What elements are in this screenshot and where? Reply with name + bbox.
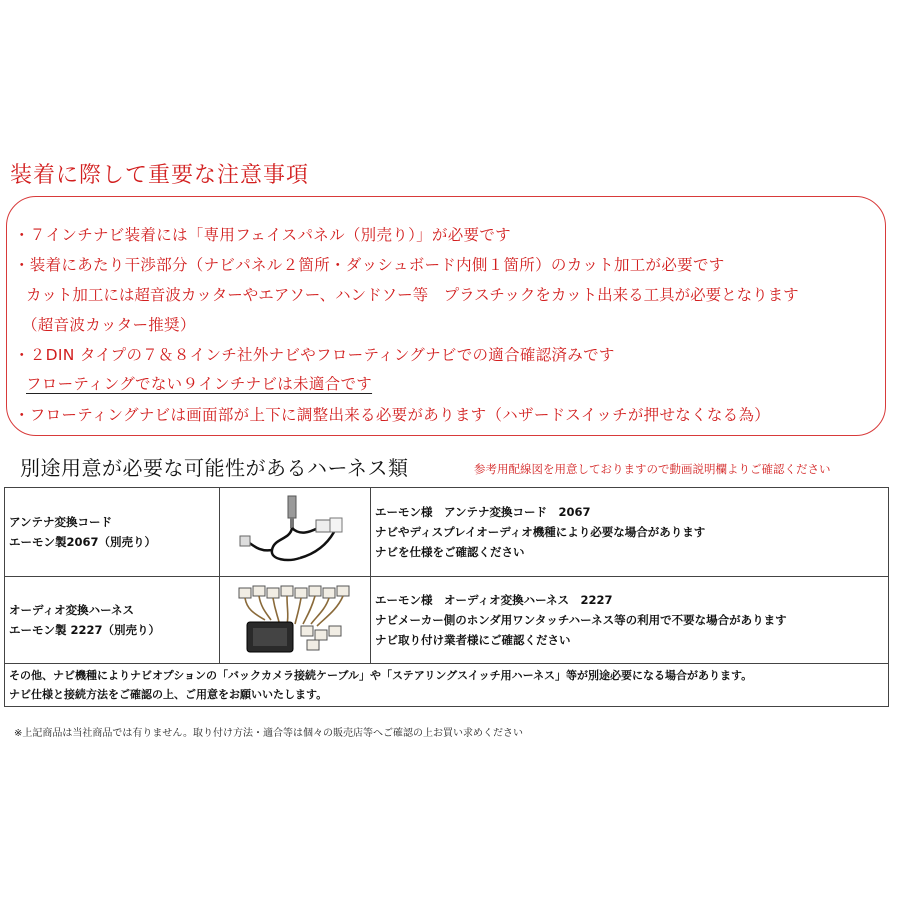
notice-line-2: ・装着にあたり干渉部分（ナビパネル２箇所・ダッシュボード内側１箇所）のカット加工が必要です — [14, 256, 725, 274]
notice-line-7: ・フローティングナビは画面部が上下に調整出来る必要があります（ハザードスイッチが押せなくなる為） — [14, 406, 771, 424]
item-desc-line: エーモン様 アンテナ変換コード 2067 — [375, 505, 591, 519]
footnote: ※上記商品は当社商品では有りません。取り付け方法・適合等は個々の販売店等へご確認の上お買い求めください — [14, 728, 523, 739]
antenna-cord-image — [230, 492, 360, 572]
item-name-line: エーモン製 2227（別売り） — [9, 623, 161, 637]
table-row — [5, 664, 889, 707]
other-notes-cell — [5, 664, 889, 707]
notice-line-6: フローティングでない９インチナビは未適合です — [26, 375, 373, 393]
item-image-cell — [220, 577, 371, 664]
harness-note: 参考用配線図を用意しておりますので動画説明欄よりご確認ください — [474, 462, 831, 476]
table-row — [5, 577, 889, 664]
item-desc-line: ナビメーカー側のホンダ用ワンタッチハーネス等の利用で不要な場合があります — [375, 613, 787, 627]
item-desc-line: ナビやディスプレイオーディオ機種により必要な場合があります — [375, 525, 706, 539]
item-name-cell — [5, 577, 220, 664]
harness-heading: 別途用意が必要な可能性があるハーネス類 — [20, 456, 409, 480]
item-name-cell — [5, 488, 220, 577]
item-name-line: オーディオ変換ハーネス — [9, 603, 135, 617]
other-note-line: その他、ナビ機種によりナビオプションの「バックカメラ接続ケーブル」や「ステアリングスイッチ用ハーネス」等が別途必要になる場合があります。 — [9, 669, 753, 682]
notice-title: 装着に際して重要な注意事項 — [10, 163, 310, 188]
item-desc-cell — [371, 488, 889, 577]
other-note-line: ナビ仕様と接続方法をご確認の上、ご用意をお願いいたします。 — [9, 688, 328, 701]
notice-line-3: カット加工には超音波カッターやエアソー、ハンドソー等 プラスチックをカット出来る工具が必要となります — [26, 286, 799, 304]
notice-line-1: ・７インチナビ装着には「専用フェイスパネル（別売り）」が必要です — [14, 226, 511, 244]
item-desc-line: ナビを仕様をご確認ください — [375, 545, 525, 559]
notice-line-5: ・２DIN タイプの７＆８インチ社外ナビやフローティングナビでの適合確認済みです — [14, 346, 615, 364]
table-row — [5, 488, 889, 577]
harness-table — [4, 487, 889, 707]
item-name-line: エーモン製2067（別売り） — [9, 535, 157, 549]
item-desc-line: エーモン様 オーディオ変換ハーネス 2227 — [375, 593, 613, 607]
audio-harness-image — [225, 580, 365, 660]
item-desc-line: ナビ取り付け業者様にご確認ください — [375, 633, 571, 647]
item-desc-cell — [371, 577, 889, 664]
notice-line-4: （超音波カッター推奨） — [22, 316, 196, 334]
item-image-cell — [220, 488, 371, 577]
item-name-line: アンテナ変換コード — [9, 515, 113, 529]
